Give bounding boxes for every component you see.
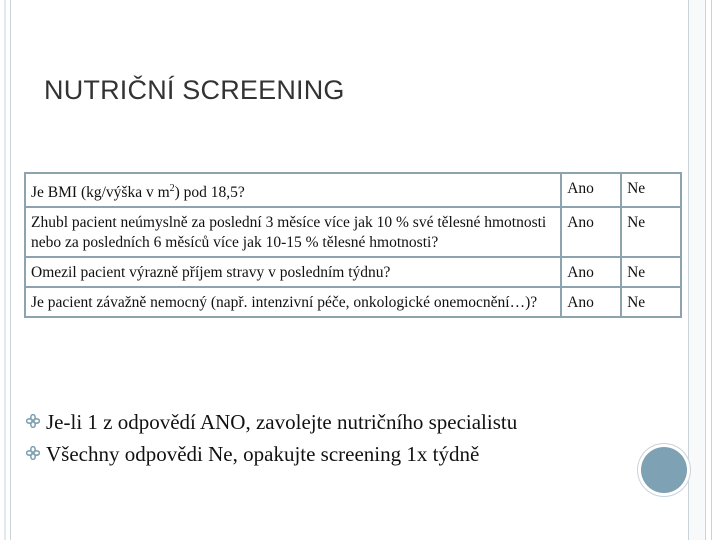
table-row: [25, 287, 681, 317]
question-cell: Je BMI (kg/výška v $m^2$) pod 18,5?: [25, 173, 561, 207]
yes-cell: Ano: [561, 287, 621, 317]
question-cell: Omezil pacient výrazně příjem stravy v posledním týdnu?: [25, 257, 561, 287]
question-cell: Zhubl pacient neúmyslně za poslední 3 měsíce více jak 10 % své tělesné hmotnosti nebo za posledních 6 měsíců více jak 10-15 % tělesné hmotnosti?: [25, 207, 561, 257]
screening-table: [24, 172, 682, 318]
circle-decoration: [641, 447, 687, 493]
bullet-text: Je-li 1 z odpovědí ANO, zavolejte nutričního specialistu: [46, 410, 518, 434]
flower-bullet-icon: [26, 414, 40, 428]
table-row: [25, 207, 681, 257]
bullet-list: [26, 406, 517, 470]
right-frame-decoration: [688, 0, 706, 540]
bullet-text: Všechny odpovědi Ne, opakujte screening 1x týdně: [46, 442, 480, 466]
yes-cell: Ano: [561, 257, 621, 287]
slide-title: NUTRIČNÍ SCREENING: [44, 75, 345, 105]
yes-cell: Ano: [561, 173, 621, 207]
flower-bullet-icon: [26, 446, 40, 460]
table-row: [25, 173, 681, 207]
bullet-item: [26, 438, 517, 470]
bullet-item: [26, 406, 517, 438]
no-cell: Ne: [621, 257, 681, 287]
table-row: [25, 257, 681, 287]
no-cell: Ne: [621, 207, 681, 257]
question-cell: Je pacient závažně nemocný (např. intenzivní péče, onkologické onemocnění…)?: [25, 287, 561, 317]
no-cell: Ne: [621, 173, 681, 207]
left-frame-decoration: [0, 0, 11, 540]
yes-cell: Ano: [561, 207, 621, 257]
no-cell: Ne: [621, 287, 681, 317]
